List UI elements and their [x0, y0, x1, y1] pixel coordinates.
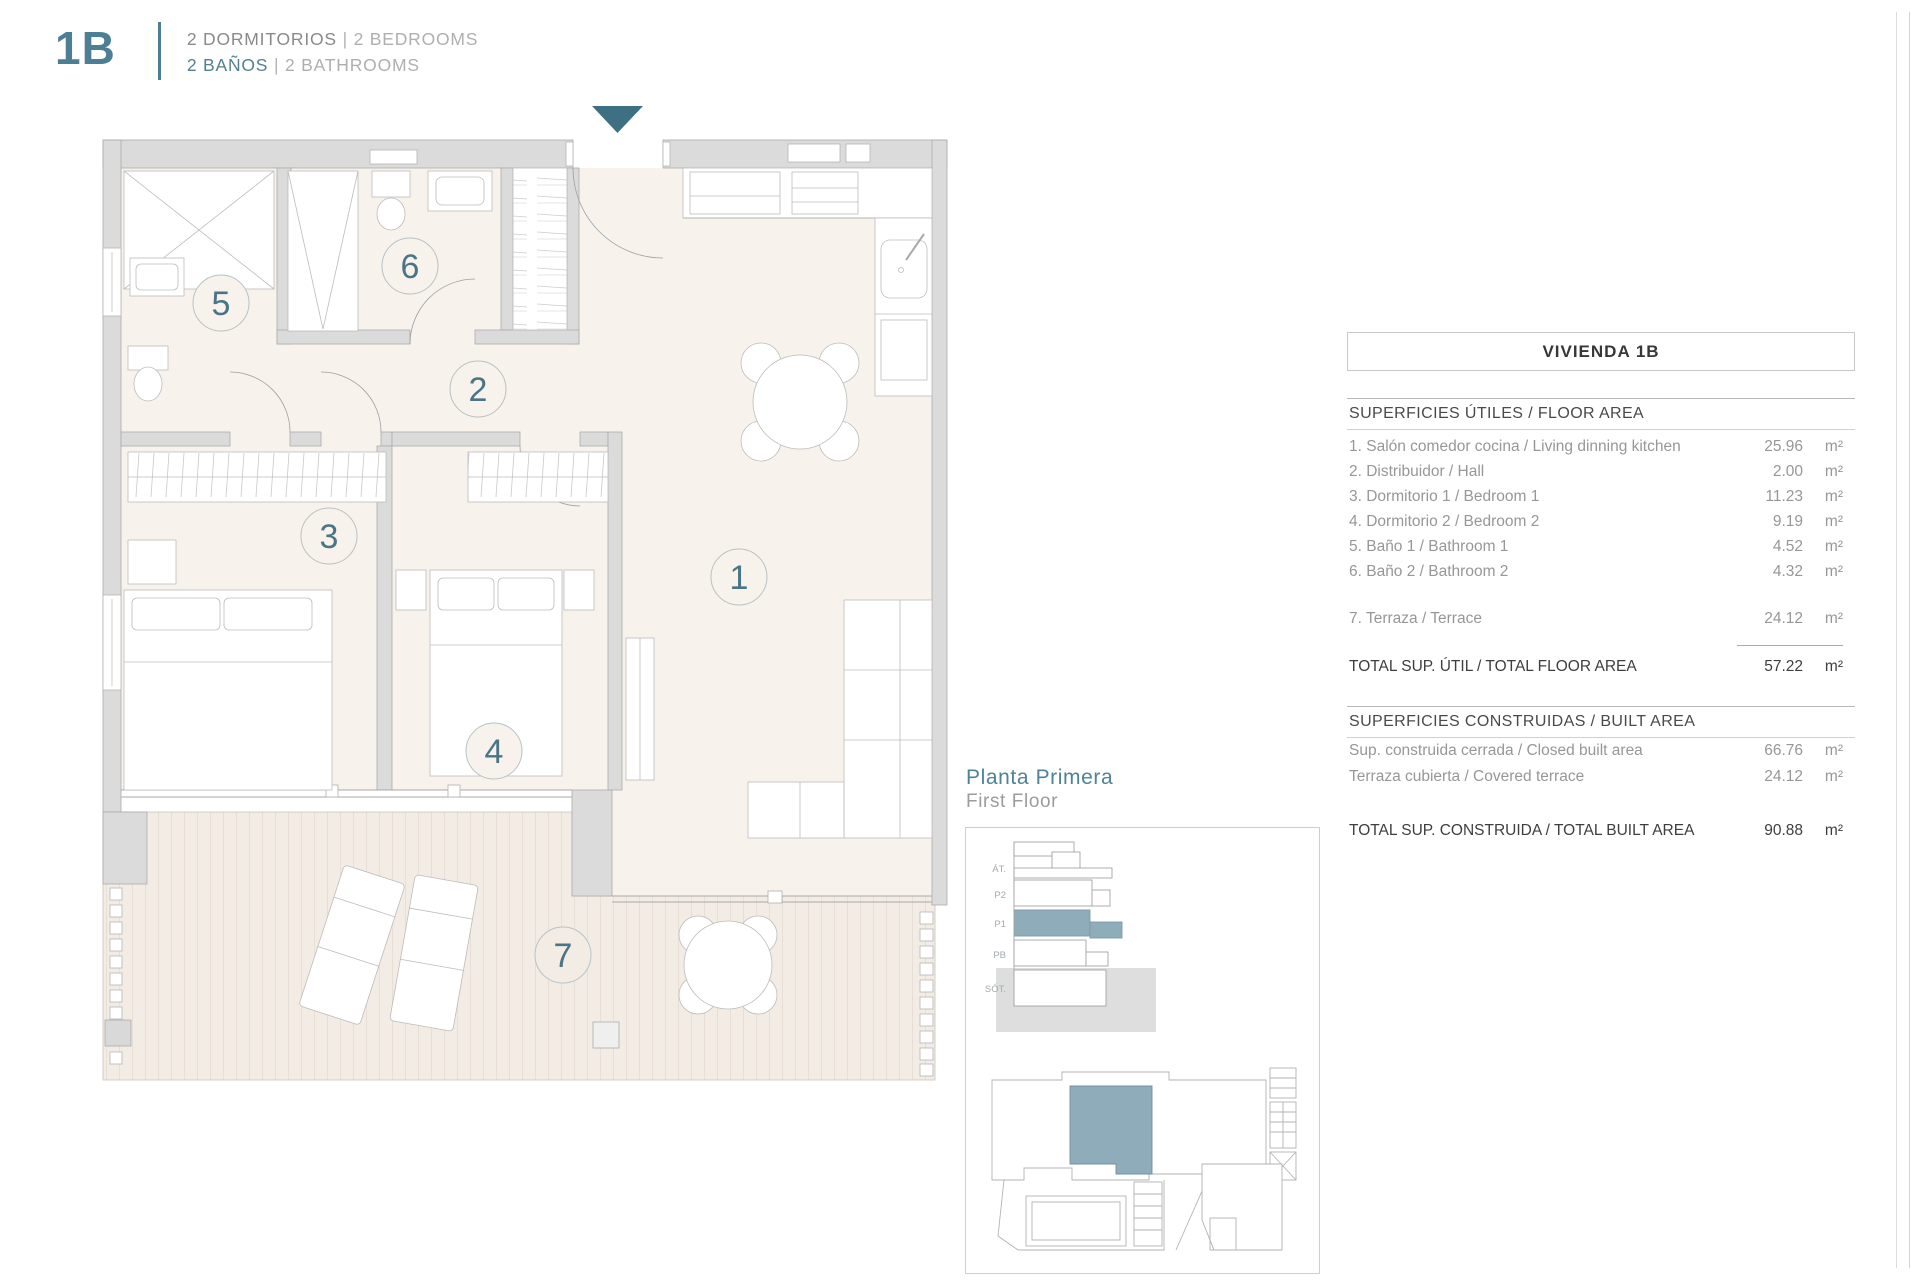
total-built-area-row: TOTAL SUP. CONSTRUIDA / TOTAL BUILT AREA 90.88 m²: [1349, 822, 1843, 839]
sofa-chaise: [748, 782, 844, 838]
svg-text:PB: PB: [993, 950, 1006, 961]
terrace-post: [105, 1020, 131, 1046]
room-badge-7: [535, 927, 591, 983]
bedrooms-line: 2 DORMITORIOS | 2 BEDROOMS: [186, 29, 479, 49]
highlighted-unit: [1070, 1086, 1152, 1174]
dining-table: [741, 343, 859, 461]
keyplan-title: [966, 765, 1113, 814]
svg-text:3: 3: [319, 518, 339, 556]
svg-text:SÓT.: SÓT.: [984, 984, 1006, 995]
table-row: 6. Baño 2 / Bathroom 2 4.32 m²: [1349, 562, 1843, 580]
svg-text:6: 6: [400, 248, 420, 286]
oven: [690, 172, 780, 214]
dresser: [128, 540, 176, 584]
svg-text:P1: P1: [994, 919, 1006, 930]
table-row: 4. Dormitorio 2 / Bedroom 2 9.19 m²: [1349, 512, 1843, 530]
room-badge-6: [382, 238, 438, 294]
table-row: 5. Baño 1 / Bathroom 1 4.52 m²: [1349, 537, 1843, 555]
table-row: Terraza cubierta / Covered terrace 24.12 m²: [1349, 768, 1843, 785]
terrace-post: [593, 1022, 619, 1048]
nightstand: [396, 570, 426, 610]
room-badge-1: [711, 549, 767, 605]
pillow: [438, 578, 494, 610]
drawers: [792, 172, 858, 214]
table-row: 3. Dormitorio 1 / Bedroom 1 11.23 m²: [1349, 487, 1843, 505]
site-plan: [992, 1068, 1296, 1250]
table-top: [684, 921, 772, 1009]
room-badge-2: [450, 361, 506, 417]
svg-text:5: 5: [211, 285, 231, 323]
svg-text:P2: P2: [994, 890, 1006, 901]
page-edge-line: [1896, 12, 1897, 1268]
closet: [513, 168, 567, 330]
subtotal-rule: [1737, 645, 1843, 646]
room-badge-3: [301, 508, 357, 564]
svg-text:4: 4: [484, 733, 504, 771]
table-top: [753, 355, 847, 449]
keyplan-box: [965, 827, 1320, 1274]
building-section: [985, 842, 1156, 1032]
total-floor-area-row: TOTAL SUP. ÚTIL / TOTAL FLOOR AREA 57.22 m²: [1349, 658, 1843, 675]
header-subtitle: [187, 20, 478, 78]
floor-name-es: Planta Primera: [966, 766, 1114, 789]
pool: [1026, 1196, 1126, 1246]
svg-text:2: 2: [468, 371, 488, 409]
floor-area-rows: [1347, 434, 1855, 631]
toilet-2: [372, 171, 410, 197]
svg-text:ÁT.: ÁT.: [992, 864, 1006, 875]
floor-plan: [100, 100, 950, 1095]
sofa: [844, 600, 932, 838]
room-badge-5: [193, 275, 249, 331]
floor-name-en: First Floor: [966, 791, 1059, 812]
svg-text:7: 7: [553, 937, 573, 975]
header: [55, 20, 478, 80]
bathrooms-line: 2 BAÑOS | 2 BATHROOMS: [186, 55, 420, 75]
room-badge-4: [466, 723, 522, 779]
toilet-1: [128, 346, 168, 370]
built-area-heading: SUPERFICIES CONSTRUIDAS / BUILT AREA: [1347, 706, 1855, 738]
table-row: Sup. construida cerrada / Closed built area 66.76 m²: [1349, 742, 1843, 759]
built-area-rows: [1347, 738, 1855, 790]
table-row: 1. Salón comedor cocina / Living dinning kitchen 25.96 m²: [1349, 437, 1843, 455]
terrace-table: [679, 916, 777, 1014]
keyplan-drawing: [966, 828, 1319, 1273]
pillow: [224, 598, 312, 630]
table-row-terrace: 7. Terraza / Terrace 24.12 m²: [1349, 609, 1843, 627]
area-table: [1347, 332, 1855, 844]
table-row: 2. Distribuidor / Hall 2.00 m²: [1349, 462, 1843, 480]
kitchen-sink: [881, 240, 927, 298]
svg-text:1: 1: [729, 559, 749, 597]
page-edge-line: [1909, 12, 1910, 1268]
header-divider: [158, 22, 161, 80]
nightstand: [564, 570, 594, 610]
pillow: [498, 578, 554, 610]
table-title: VIVIENDA 1B: [1542, 341, 1660, 361]
highlighted-floor: [1014, 910, 1122, 938]
entrance-arrow-icon: [592, 106, 643, 133]
pillow: [132, 598, 220, 630]
table-title-box: [1347, 332, 1855, 371]
shower-2: [288, 171, 358, 331]
floor-area-heading: SUPERFICIES ÚTILES / FLOOR AREA: [1347, 398, 1855, 430]
unit-code: 1B: [55, 22, 116, 74]
